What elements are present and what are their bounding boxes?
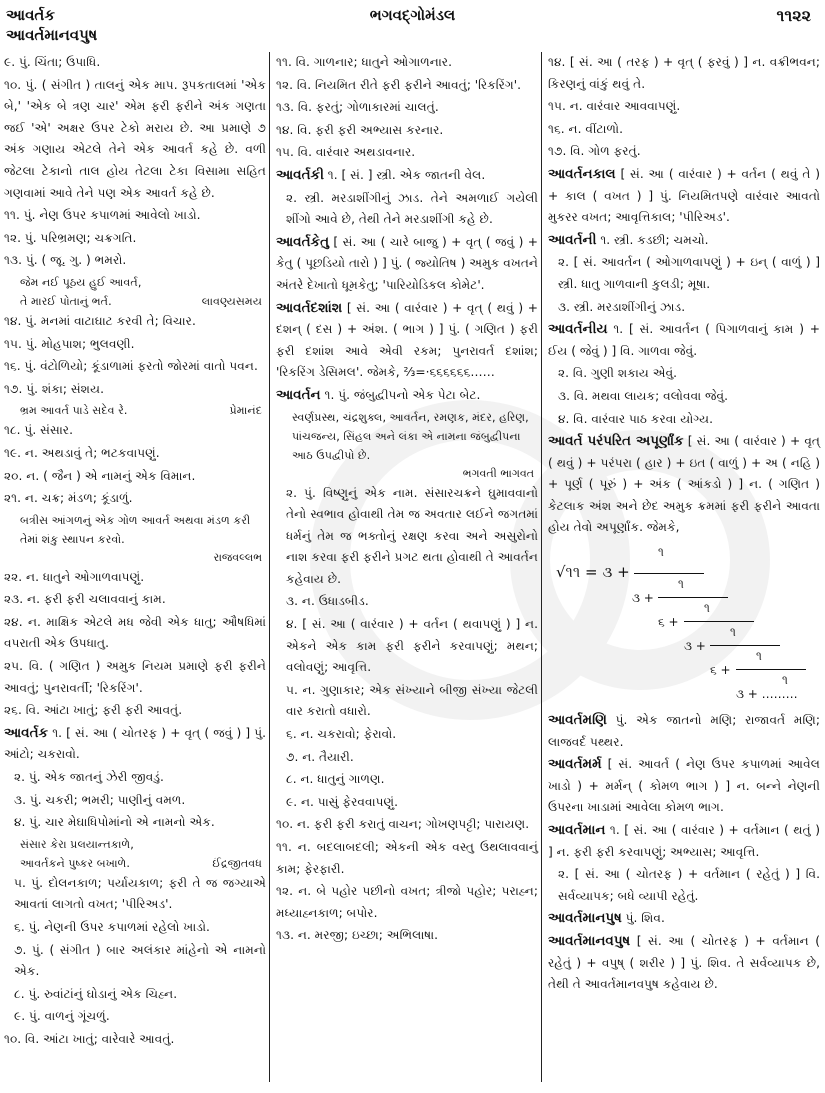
fraction-bar [736,669,806,670]
sense-definition: ૧૫. વિ. વારંવાર અથડાવનાર. [276,145,416,160]
fraction-numerator: ૧ [678,577,684,592]
sense-definition: ૪. [ સં. આ ( વારંવાર ) + વર્તન ( થવાપણું ) ] ન. એકને એક કામ ફરી ફરીને કરવાપણું; મથન; વલોવણું; આવૃત્તિ. [286,617,538,675]
sense-definition: ૭. ન. તૈયારી. [286,749,354,764]
sense-definition: ૧૧. પું. નેણ ઉપર કપાળમાં આવેલો ખાડો. [4,208,201,223]
sense-definition: ૨. પું. વિષ્ણુનું એક નામ. સંસારચક્રને ઘુમાવવાનો તેનો સ્વભાવ હોવાથી તેમ જ અવતાર લઈને જગતમાં ધર્મનું તેમ જ ભક્તોનું રક્ષણ કરવા અને અસુરોનો નાશ કરવા ફરી ફરીને પ્રગટ થતા હોવાથી તે આવર્તન કહેવાય છે. [286,485,538,586]
fraction-numerator: ૧ [756,649,762,664]
sense-definition: ૧૪. [ સં. આ ( તરફ ) + વૃત્ ( ફરવું ) ] ન. વક્રીભવન; કિરણનું વાંકું થવું તે. [548,55,820,91]
sense-definition: ૩. ન. ઉધાડબીડ. [286,594,369,609]
fraction-numerator: ૧ [782,673,788,688]
sense-definition: ૧૧. ન. બદલાબદલી; એકની એક વસ્તુ ઉથલાવવાનું કામ; ફેરફારી. [276,840,538,876]
quote-text: ભ્રમ આવર્ત પાડે સદેવ રે. [20,404,128,418]
headword: આવર્તમાનપુષ [548,910,622,927]
headword: આવર્તમર્મ [548,756,602,773]
fraction-bar [710,645,780,646]
sense-definition: ૧૪. પું. મનમાં વાટાઘાટ કરવી તે; વિચાર. [4,313,196,328]
sense-definition: ૧૩. ન. મરજી; ઇચ્છા; અભિલાષા. [276,928,438,943]
sense-definition: ૧૨. વિ. નિયમિત રીતે ફરી ફરીને આવતું; 'રિકરિંગ'. [276,77,521,92]
fraction-bar [634,573,704,574]
fraction-bar [684,621,754,622]
headword: આવર્તકી [276,166,324,183]
dictionary-entry [548,754,820,819]
definition-text: [ સં. આવર્ત ( નેણ ઉપર કપાળમાં આવેલ ખાડો ) + મર્મન્ ( કોમળ ભાગ ) ] ન. બન્ને નેણની ઉપરના ખાડામાં આવેલા કોમળ ભાગ. [548,757,820,815]
definition-text: પું. શિવ. [621,911,665,926]
sense-definition: ૧૭. વિ. ગોળ ફરતું. [548,144,641,159]
sense-definition: ૧૦. પું. ( સંગીત ) તાલનું એક માપ. રૂપકતાલમાં 'એક બે,' 'એક બે ત્રણ ચાર' એમ ફરી ફરીને અંક ગણતા જઈ 'એ' અક્ષર ઉપર ટેકો મરાય છે. આ પ્રમાણે ૭ અંક ગણાય એટલે તેને એક આવર્ત કહે છે. વળી જેટલા ટેકાનો તાલ હોય તેટલા ટેકા વિસામા સહિત ગણવામાં આવે તેને પણ એક આવર્ત કહે છે. [4,77,266,200]
headword: આવર્તમણિ [548,712,607,729]
definition-text: ૧. સ્ત્રી. કડછી; ચમચો. [596,232,709,247]
sense-definition: ૧૬. પું. વંટોળિયો; કૂંડાળામાં ફરતો જોરમાં વાતો પવન. [4,359,258,374]
definition-text: [ સં. આ ( ચોતરફ ) + વર્તમાન ( રહેતું ) + વપુષ્ ( શરીર ) ] પું. શિવ. તે સર્વવ્યાપક છે, તેથી તે આવર્તમાનવપુષ કહેવાય છે. [548,934,820,992]
headword: આવર્તમાન [548,822,606,839]
sense-definition: ૫. પું. દોલનકાળ; પર્યાયકાળ; ફરી તે જ જગ્યાએ આવતાં લાગતો વખત; 'પીરિઅડ'. [14,875,266,912]
quote-citation: પ્રેમાનંદ [229,404,262,418]
sense-definition: ૨. [ સં. આવર્તન ( ઓગાળવાપણું ) + ઇન્ ( વાળું ) ] સ્ત્રી. ધાતુ ગાળવાની કુલડી; મૂષા. [558,255,820,291]
definition-text: ૧. પું. જંબુદ્વીપનો એક પેટા બેટ. [320,387,481,402]
sense-definition: ૯. ન. પાસું ફેરવવાપણું. [286,794,399,809]
quote-citation: રાજવલ્લભ [213,550,262,564]
fraction-level: ૬ + [658,615,679,630]
sense-definition: ૧૨. ન. બે પહોર પછીનો વખત; ત્રીજો પહોર; પરાહ્ન; મધ્યાહ્નકાળ; બપોર. [276,884,538,920]
guide-word-last: આવર્તમાનવપુષ [6,26,98,44]
headword: આવર્તમાનવપુષ [548,933,631,949]
sense-definition: ૨. વિ. ગુણી શકાય એવું. [558,366,678,381]
quote-text: જેમ નઈ પૂઠય હુઈ આવર્ત, [20,275,142,289]
dictionary-entry [548,230,820,252]
sense-definition: ૯. પું. વાળનું ગૂંચળું. [14,1009,110,1024]
continued-fraction [548,540,820,710]
fraction-numerator: ૧ [658,545,664,560]
headword: આવર્તનીય [548,321,608,338]
dictionary-entry [548,431,820,539]
sense-definition: ૬. પું. નેણની ઉપર કપાળમાં રહેલો ખાડો. [14,920,210,934]
column-divider [269,52,270,1082]
definition-text: ૧. [ સં. આ ( વારંવાર ) + વર્તમાન ( થતું ) ] ન. ફરી ફરી કરવાપણું; અભ્યાસ; આવૃત્તિ. [548,823,820,859]
sense-definition: ૨૪. ન. માક્ષિક એટલે મધ જેવી એક ધાતુ; ઔષધિમાં વપરાતી એક ઉપધાતુ. [4,614,266,651]
example-quote [4,854,266,873]
headword: આવર્તક [4,724,49,741]
quote-text: તે મારઈ પોતાનું ભર્ત. [20,294,112,308]
fraction-lhs: √૧૧ = ૩ + [556,563,630,582]
fraction-level: ૩ + [684,639,706,654]
sense-definition: ૧૨. પું. પરિભ્રમણ; ચક્રગતિ. [4,230,137,245]
sense-definition: ૧૫. પું. મોહપાશ; ભુલવણી. [4,336,135,351]
page-title: ભગવદ્ગોમંડલ [369,6,456,24]
quote-text: બત્રીસ આંગળનું એક ગોળ આવર્ત અથવા મંડળ કરી તેમાં શંકુ સ્થાપન કરવો. [20,513,251,546]
sense-definition: ૪. પું. ચાર મેઘાધિપોમાંનો એ નામનો એક. [14,815,215,830]
column-1 [4,52,266,1052]
dictionary-entry [548,931,820,996]
headword: આવર્તદશાંશ [276,299,343,316]
dictionary-entry [276,165,538,187]
example-quote [4,292,266,311]
dictionary-entry [276,298,538,384]
sense-definition: ૨૫. વિ. ( ગણિત ) અમુક નિયમ પ્રમાણે ફરી ફરીને આવતું; પુનરાવર્તી; 'રિકરિંગ'. [4,659,266,695]
sense-definition: ૬. ન. ચકરાવો; ફેરાવો. [286,727,397,742]
sense-definition: ૩. વિ. મથવા લાયક; વલોવવા જેવું. [558,388,729,403]
example-quote [4,835,266,854]
sense-definition: ૧૭. પું. શંકા; સંશય. [4,381,104,396]
fraction-level: ૬ + [710,663,731,678]
quote-text: સ્વર્ણપ્રસ્થ, ચંદ્રશુક્લ, આવર્તન, રમણક, મંદર, હરિણ, પાંચજન્ય, સિંહલ અને લંકા એ નામના જંબુદ્વીપના આઠ ઉપદ્વીપો છે. [292,410,529,462]
sense-definition: ૧૦. ન. ફરી ફરી કરાતું વાચન; ગોખણપટ્ટી; પારાયણ. [276,817,530,832]
definition-text: [ સં. આ ( વારંવાર ) + વૃત્ ( થવું ) + પરંપરા ( હાર ) + ઇત ( વાળું ) + અ ( નહિ ) + પૂર્ણ ( પૂરું ) + અંક ( આંકડો ) ] ન. ( ગણિત ) કેટલાક અંશ અને છેદ અમુક ક્રમમાં ફરી ફરીને આવતા હોય તેવો અપૂર્ણાંક. જેમકે, [548,434,820,535]
dictionary-entry [4,723,266,766]
column-divider [541,52,542,1082]
dictionary-entry [548,820,820,863]
sense-definition: ૪. વિ. વારંવાર પાઠ કરવા યોગ્ય. [558,411,713,426]
sense-definition: ૨૧. ન. ચક્ર; મંડળ; કૂંડાળું. [4,491,133,506]
definition-text: [ સં. આ ( વારંવાર ) + વર્તન ( થવું તે ) + કાલ ( વખત ) ] પું. નિયમિતપણે વારંવાર આવતો મુકરર વખત; આવૃત્તિકાલ; 'પીરિઅડ'. [548,166,820,225]
definition-text: પું. એક જાતનો મણિ; રાજાવર્ત મણિ; લાજવર્દ પથ્થર. [548,713,820,749]
sense-definition: ૧૬. ન. વીંટાળો. [548,121,623,136]
dictionary-entry [548,164,820,229]
example-quote [4,273,266,292]
definition-text: ૧. [ સં. ] સ્ત્રી. એક જાતની વેલ. [323,167,486,182]
guide-word-first: આવર્તક [6,6,55,24]
dictionary-entry [276,385,538,407]
definition-text: ૧. [ સં. આવર્તન ( પિગાળવાનું કામ ) + ઈય ( જેવું ) ] વિ. ગાળવા જેવું. [548,322,820,358]
page-header [0,0,825,48]
sense-definition: ૧૯. ન. અથડાવું તે; ભટકવાપણું. [4,445,160,460]
fraction-level: ૩ + ……… [736,687,798,702]
quote-citation: ઈંદ્રજીતવધ [212,856,262,870]
quote-text: સંસાર કેરા પ્રલયાન્તકાળે, [20,837,134,851]
quote-citation: લાવણ્યસમય [201,294,262,308]
definition-text: [ સં. આ ( વારંવાર ) + વૃત્ ( થવું ) + દશન્ ( દસ ) + અંશ. ( ભાગ ) ] પું. ( ગણિત ) ફરી ફરી દશાંશ આવે એવી રકમ; પુનરાવર્ત દશાંશ; 'રિકરિંગ ડેસિમલ'. જેમકે, ⅔=·૬૬૬૬૬૬…… [276,300,538,380]
sense-definition: ૩. સ્ત્રી. મરડાશીંગીનું ઝાડ. [558,299,686,314]
sense-definition: ૫. ન. ગુણાકાર; એક સંખ્યાને બીજી સંખ્યા જેટલી વાર કરાતો વધારો. [286,682,538,719]
fraction-numerator: ૧ [704,601,710,616]
sense-definition: ૧૮. પું. સંસાર. [4,423,73,438]
sense-definition: ૭. પું. ( સંગીત ) બાર અલંકાર માંહેનો એ નામનો એક. [14,942,266,979]
sense-definition: ૧૦. વિ. આંટા ખાતું; વારેવારે આવતું. [4,1031,175,1046]
definition-text: [ સં. આ ( ચારે બાજુ ) + વૃત્ ( જવું ) + કેતુ ( પૂછડિયો તારો ) ] પું. ( જ્યોતિષ ) અમુક વખતને અંતરે દેખાતો ધૂમકેતુ; 'પારિયોડિકલ કોમેટ'. [276,234,538,292]
sense-definition: ૧૫. ન. વારંવાર આવવાપણું. [548,99,681,114]
fraction-level: ૩ + [632,591,654,606]
sense-definition: ૩. પું. ચકરી; ભમરી; પાણીનું વમળ. [14,792,186,807]
sense-definition: ૮. ન. ધાતુનું ગાળણ. [286,772,385,787]
sense-definition: ૨૦. ન. ( જૈન ) એ નામનું એક વિમાન. [4,468,196,483]
dictionary-entry [548,710,820,753]
dictionary-entry [548,319,820,362]
sense-definition: ૯. પું. ચિંતા; ઉપાધિ. [4,55,101,69]
sense-definition: ૮. પું. રુવાંટાંનું ઘોડાનું એક ચિહ્ન. [14,986,178,1001]
sense-definition: ૨. [ સં. આ ( ચોતરફ ) + વર્તમાન ( રહેતું ) ] વિ. સર્વવ્યાપક; બધે વ્યાપી રહેતું. [558,867,820,903]
fraction-numerator: ૧ [730,625,736,640]
headword: આવર્તની [548,231,597,248]
page-number: ૧૧૨૨ [776,6,811,25]
sense-definition: ૨૩. ન. ફરી ફરી ચલાવવાનું કામ. [4,592,166,607]
headword: આવર્ત પરંપરિત અપૂર્ણાંક [548,433,684,450]
headword: આવર્તકેતુ [276,233,330,250]
sense-definition: ૨૬. વિ. આંટા ખાતું; ફરી ફરી આવતું. [4,703,183,718]
dictionary-entry [548,908,820,930]
column-2 [276,52,538,948]
sense-definition: ૧૧. વિ. ગાળનાર; ધાતુને ઓગાળનાર. [276,55,452,69]
dictionary-entry [276,232,538,297]
sense-definition: ૧૩. વિ. ફરતું; ગોળાકારમાં ચાલતું. [276,100,439,115]
sense-definition: ૧૪. વિ. ફરી ફરી અભ્યાસ કરનાર. [276,122,444,137]
example-quote [4,401,266,420]
example-quote [276,408,538,465]
sense-definition: ૨૨. ન. ધાતુને ઓગાળવાપણું. [4,569,145,584]
sense-definition: ૧૩. પું. ( જૂ. ગુ. ) ભમરો. [4,253,127,268]
quote-text: આવર્તકને પુષ્કર બખાળે. [20,856,130,870]
definition-text: ૧. [ સં. આ ( ચોતરફ ) + વૃત્ ( જવું ) ] પું. આંટો; ચકરાવો. [4,725,266,762]
example-quote [4,511,266,549]
headword: આવર્તનકાલ [548,165,616,182]
fraction-bar [658,597,728,598]
quote-citation: ભગવતી ભાગવત [462,466,534,480]
headword: આવર્તન [276,386,321,403]
sense-definition: ૨. પું. એક જાતનું ઝેરી જીવડું. [14,770,164,785]
sense-definition: ૨. સ્ત્રી. મરડાશીંગીનું ઝાડ. તેને અમળાઈ ગયેલી શીંગો આવે છે, તેથી તેને મરડાશીંગી કહે છે. [286,190,538,227]
column-3 [548,52,820,997]
